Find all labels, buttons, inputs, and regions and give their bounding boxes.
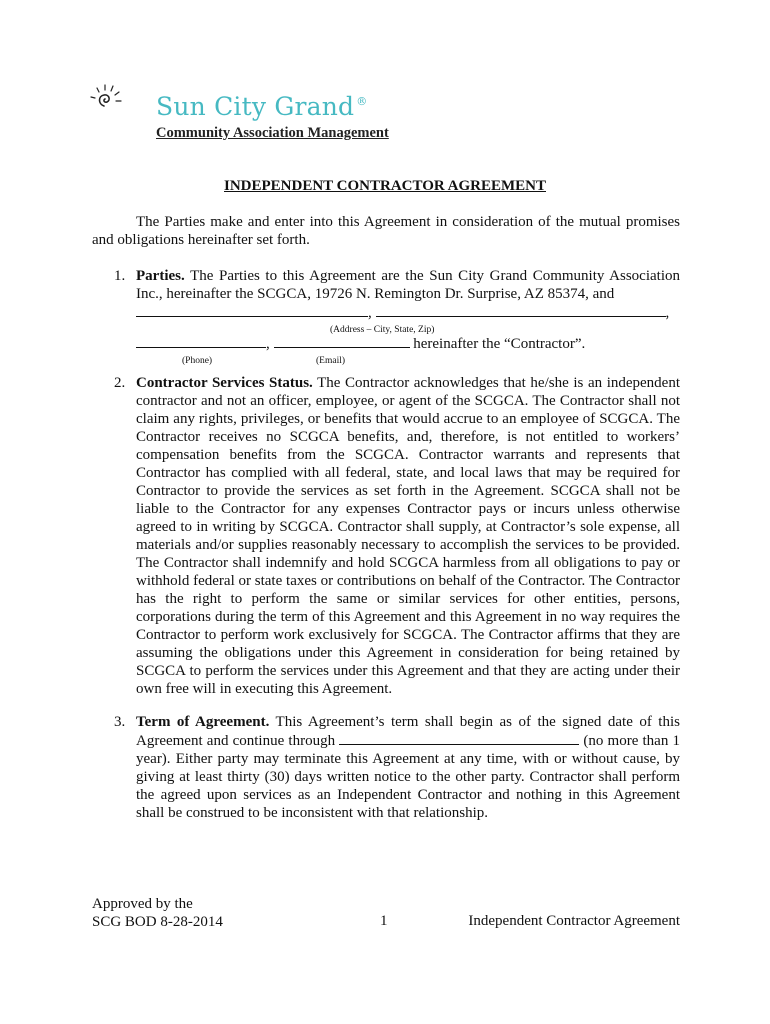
address-caption: (Address – City, State, Zip) [330,325,435,335]
brand-name: Sun City Grand ® [156,92,368,121]
section-text: The Parties to this Agreement are the Sun City Grand Community Association Inc., hereinafter the SCGCA, 19726 N. Remington Dr. Surprise, AZ 85374, and [136,268,680,302]
registered-mark: ® [356,95,368,108]
contact-row: , hereinafter the “Contractor”. [136,334,680,352]
section-number: 2. [114,375,126,391]
brand-subtitle: Community Association Management [156,125,389,141]
footer-approval [92,895,223,931]
email-field[interactable] [274,334,410,348]
approval-line-2: SCG BOD 8-28-2014 [92,914,223,930]
section-heading: Contractor Services Status. [136,375,313,391]
logo [88,80,408,150]
name-field[interactable] [136,303,368,317]
contact-caption-row [136,352,680,365]
phone-caption: (Phone) [182,356,213,366]
section-number: 3. [114,714,126,730]
term-end-date-field[interactable] [339,731,579,745]
section-heading: Parties. [136,268,185,284]
section-text-before: This Agreement’s term shall begin as of the signed date of this Agreement and continue through [136,714,680,749]
section-number: 1. [114,268,126,284]
address-caption-row [136,321,680,334]
section-term [92,713,680,822]
intro-paragraph: The Parties make and enter into this Agreement in consideration of the mutual promises and obligations hereinafter set forth. [92,214,680,248]
section-text: The Contractor acknowledges that he/she is an independent contractor and not an officer, employee, or agent of the SCGCA. The Contractor shall not claim any rights, privileges, or benefits that would accrue to an employee of SCGCA. The Contractor receives no SCGCA benefits, and, therefore, is not entitled to workers’ compensation benefits from the SCGCA. Contractor warrants and represents that Contractor has complied with all federal, state, and local laws that may be required for Contractor to provide the services as set forth in the Agreement. SCGCA shall not be liable to the Contractor for any expenses Contractor pays or incurs unless otherwise agreed to in writing by SCGCA. Contractor shall supply, at Contractor’s sole expense, all materials and/or supplies reasonably necessary to accomplish the services to be provided. The Contractor shall indemnify and hold SCGCA harmless from all obligations to pay or withhold federal or state taxes or contributions on behalf of the Contractor. The Contractor has the right to perform the same or similar services for other entities, persons, corporations during the term of this Agreement and this Agreement in no way requires the Contractor to perform work exclusively for SCGCA. The Contractor affirms that they are assuming the obligations under this Agreement in consideration for being retained by SCGCA to perform the services under this Agreement and that they are acting under their own free will in executing this Agreement. [136,375,680,697]
email-caption: (Email) [316,356,346,366]
section-contractor-status [92,374,680,698]
document-title: INDEPENDENT CONTRACTOR AGREEMENT [224,178,546,194]
page-number: 1 [380,913,388,929]
phone-field[interactable] [136,334,266,348]
approval-line-1: Approved by the [92,896,193,912]
sun-logo-icon [90,80,134,116]
section-heading: Term of Agreement. [136,714,270,730]
address-field[interactable] [376,303,666,317]
footer-doc-name: Independent Contractor Agreement [468,913,680,929]
section-text-after: (no more than 1 year). Either party may terminate this Agreement at any time, with or without cause, by giving at least thirty (30) days written notice to the other party. Contractor shall perform the agreed upon services as an Independent Contractor and nothing in this Agreement shall be construed to be inconsistent with that relationship. [136,733,680,821]
contractor-suffix: hereinafter the “Contractor”. [413,336,586,352]
section-parties [92,267,680,365]
address-row: , , [136,303,680,321]
